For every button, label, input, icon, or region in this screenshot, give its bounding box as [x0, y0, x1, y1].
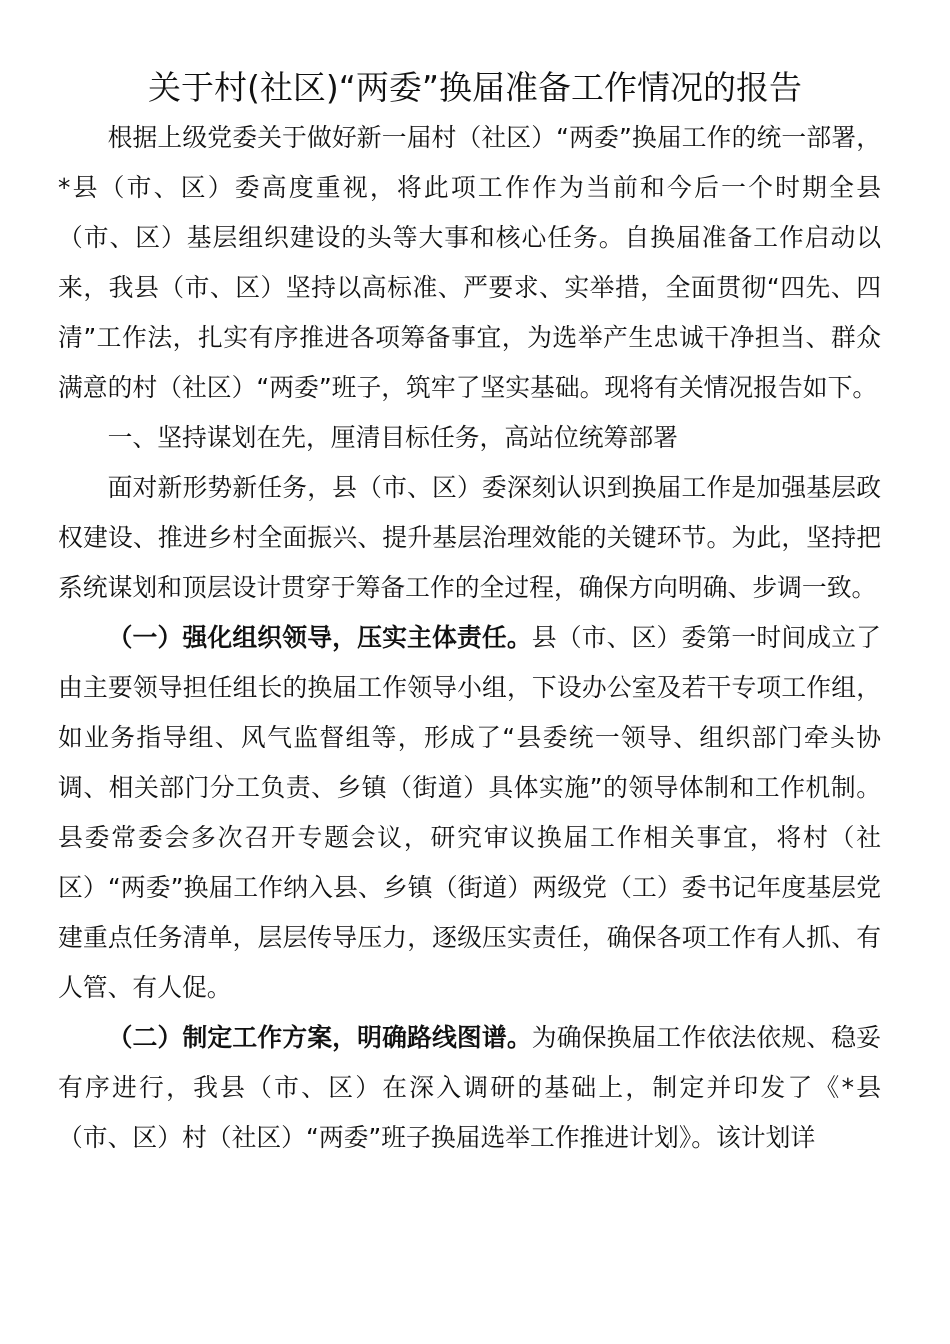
item-1-text: 县（市、区）委第一时间成立了由主要领导担任组长的换届工作领导小组，下设办公室及若干专项工作组，如业务指导组、风气监督组等，形成了“县委统一领导、组织部门牵头协调、相关部门分工负责、乡镇（街道）具体实施”的领导体制和工作机制。县委常委会多次召开专题会议，研究审议换届工作相关事宜，将村（社区）“两委”换届工作纳入县、乡镇（街道）两级党（工）委书记年度基层党建重点任务清单，层层传导压力，逐级压实责任，确保各项工作有人抓、有人管、有人促。	[58, 623, 881, 1002]
item-2-lead: （二）制定工作方案，明确路线图谱。	[107, 1023, 532, 1052]
report-body	[58, 113, 881, 1163]
section-1-heading: 一、坚持谋划在先，厘清目标任务，高站位统筹部署	[107, 423, 678, 452]
item-2-paragraph	[58, 1013, 881, 1163]
item-1-lead: （一）强化组织领导，压实主体责任。	[107, 623, 532, 652]
report-title: 关于村(社区)“两委”换届准备工作情况的报告	[148, 68, 802, 107]
section-1-paragraph: 面对新形势新任务，县（市、区）委深刻认识到换届工作是加强基层政权建设、推进乡村全面振兴、提升基层治理效能的关键环节。为此，坚持把系统谋划和顶层设计贯穿于筹备工作的全过程，确保方向明确、步调一致。	[58, 473, 881, 602]
item-1-paragraph	[58, 613, 881, 1013]
item-2-text: 为确保换届工作依法依规、稳妥有序进行，我县（市、区）在深入调研的基础上，制定并印发了《*县（市、区）村（社区）“两委”班子换届选举工作推进计划》。该计划详	[58, 1023, 881, 1152]
intro-paragraph: 根据上级党委关于做好新一届村（社区）“两委”换届工作的统一部署，*县（市、区）委高度重视，将此项工作作为当前和今后一个时期全县（市、区）基层组织建设的头等大事和核心任务。自换届准备工作启动以来，我县（市、区）坚持以高标准、严要求、实举措，全面贯彻“四先、四清”工作法，扎实有序推进各项筹备事宜，为选举产生忠诚干净担当、群众满意的村（社区）“两委”班子，筑牢了坚实基础。现将有关情况报告如下。	[58, 123, 881, 402]
